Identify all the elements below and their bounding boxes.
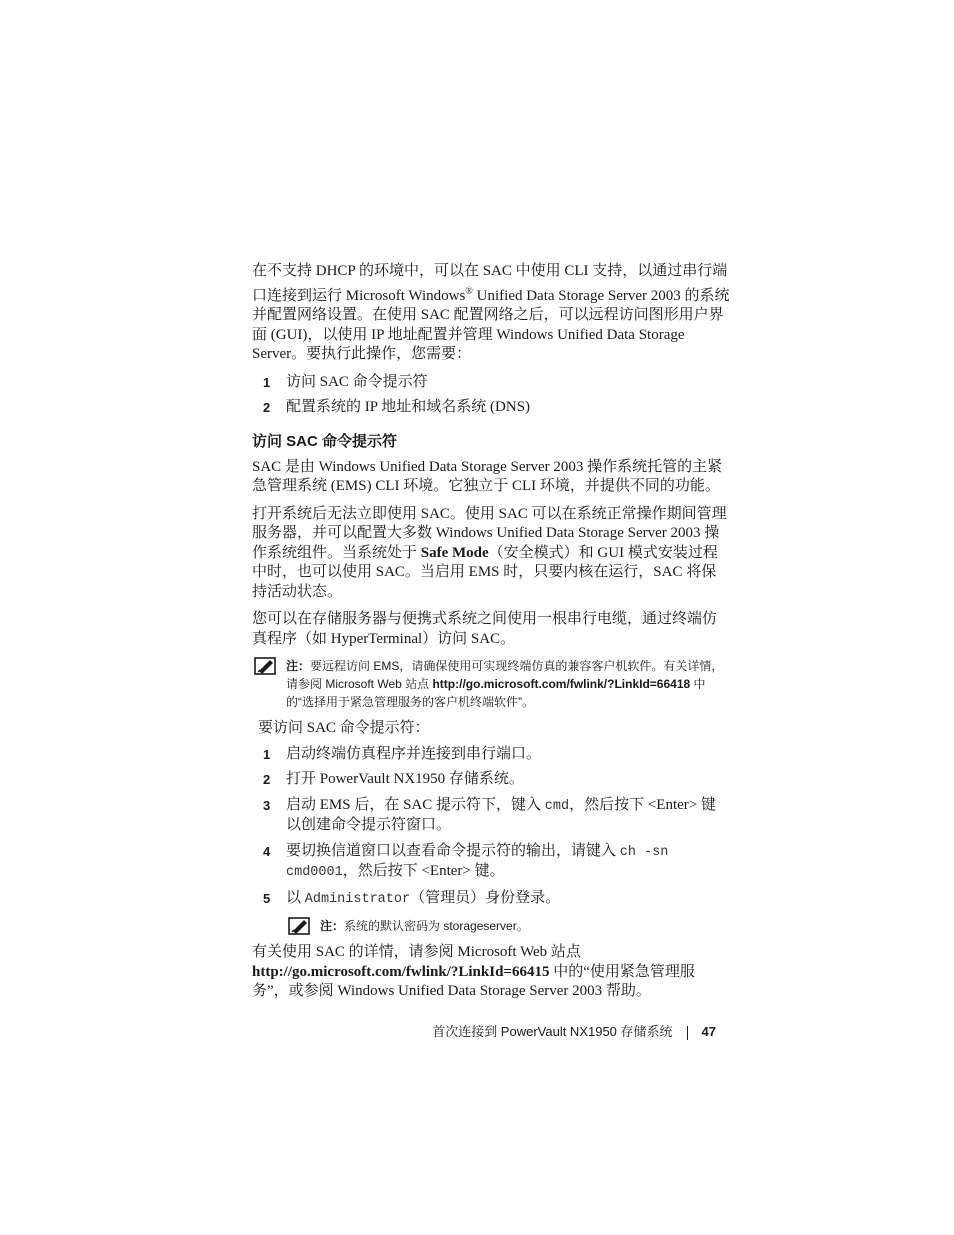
page-content [252, 262, 730, 1010]
note-text-b: 中的“选择用于紧急管理服务的客户机终端软件”。 [286, 677, 706, 709]
step-number: 1 [263, 374, 271, 390]
step-text-b: ，然后按下 <Enter> 键。 [342, 863, 505, 879]
step-text-b: （管理员）身份登录。 [410, 889, 561, 906]
intro-paragraph [252, 262, 730, 365]
note-text-a: 要远程访问 EMS，请确保使用可实现终端仿真的兼容客户机软件。有关详情，请参阅 Microsoft Web 站点 [286, 659, 724, 691]
closing-text-a: 有关使用 SAC 的详情，请参阅 Microsoft Web 站点 [252, 944, 581, 960]
note-label: 注： [286, 659, 311, 673]
list-item [252, 373, 730, 393]
step-number: 3 [263, 797, 271, 813]
page-number: 47 [701, 1024, 716, 1039]
note-text: 系统的默认密码为 storageserver。 [344, 919, 529, 933]
command-code: ch -sn cmd0001 [286, 844, 669, 880]
page-footer [0, 1021, 716, 1040]
step-number: 1 [263, 746, 271, 762]
section-paragraph-3: 您可以在存储服务器与便携式系统之间使用一根串行电缆，通过终端仿真程序（如 HyperTerminal）访问 SAC。 [252, 611, 718, 647]
step-text-a: 要切换信道窗口以查看命令提示符的输出，请键入 [286, 842, 620, 859]
p2-text-a: 打开系统后无法立即使用 SAC。使用 SAC 可以在系统正常操作期间管理服务器，并可以配置大多数 Windows Unified Data Storage Server 2003 操作系统组件。当系统处于 [252, 505, 727, 561]
footer-separator [687, 1026, 688, 1040]
footer-title: 首次连接到 PowerVault NX1950 存储系统 [432, 1024, 673, 1039]
section-heading: 访问 SAC 命令提示符 [252, 432, 398, 450]
intro-text-b: Unified Data Storage Server 2003 的系统并配置网络设置。在使用 SAC 配置网络之后，可以远程访问图形用户界面 (GUI)，以使用 IP 地址配置并管理 Windows Unified Data Storage Server。要执行此操作，您需要： [252, 287, 730, 362]
steps-list-1 [252, 373, 730, 418]
note-2 [286, 917, 730, 935]
steps-list-2 [252, 745, 730, 910]
note-pencil-icon [254, 657, 276, 675]
section-paragraph-1: SAC 是由 Windows Unified Data Storage Server 2003 操作系统托管的主紧急管理系统 (EMS) CLI 环境。它独立于 CLI 环境，并提供不同的功能。 [252, 458, 723, 494]
p2-text-b: （安全模式）和 GUI 模式安装过程中时，也可以使用 SAC。当启用 EMS 时，只要内核在运行，SAC 将保持活动状态。 [252, 544, 718, 600]
step-text: 启动终端仿真程序并连接到串行端口。 [286, 745, 542, 762]
procedure-lead: 要访问 SAC 命令提示符： [258, 720, 430, 736]
closing-link[interactable]: http://go.microsoft.com/fwlink/?LinkId=66415 [252, 963, 550, 980]
section-paragraph-2 [252, 505, 730, 603]
step-text: 访问 SAC 命令提示符 [286, 373, 428, 390]
step-text-b: ，然后按下 <Enter> 键以创建命令提示符窗口。 [286, 796, 716, 833]
command-code: Administrator [304, 891, 411, 907]
list-item [252, 745, 730, 765]
list-item [252, 796, 730, 836]
list-item [252, 889, 730, 910]
step-text-a: 启动 EMS 后，在 SAC 提示符下，键入 [286, 796, 545, 813]
step-text: 配置系统的 IP 地址和域名系统 (DNS) [286, 399, 531, 415]
closing-text-b: 中的“使用紧急管理服务”，或参阅 Windows Unified Data Storage Server 2003 帮助。 [252, 963, 695, 999]
step-number: 2 [263, 772, 271, 787]
closing-paragraph [252, 943, 730, 1002]
safe-mode-term: Safe Mode [420, 544, 489, 561]
step-number: 2 [263, 400, 271, 415]
note-1 [252, 657, 730, 711]
note-pencil-icon [288, 917, 310, 935]
list-item [252, 398, 730, 418]
step-number: 4 [263, 843, 271, 859]
intro-text-a: 在不支持 DHCP 的环境中，可以在 SAC 中使用 CLI 支持，以通过串行端口连接到运行 Microsoft Windows [252, 263, 728, 304]
step-text-a: 以 [286, 889, 305, 906]
note-link[interactable]: http://go.microsoft.com/fwlink/?LinkId=66418 [432, 677, 691, 691]
step-number: 5 [263, 890, 271, 906]
list-item [252, 842, 730, 883]
list-item [252, 770, 730, 790]
registered-mark: ® [465, 285, 473, 297]
command-code: cmd [544, 798, 570, 814]
step-text: 打开 PowerVault NX1950 存储系统。 [286, 771, 524, 787]
note-label: 注： [320, 919, 345, 933]
